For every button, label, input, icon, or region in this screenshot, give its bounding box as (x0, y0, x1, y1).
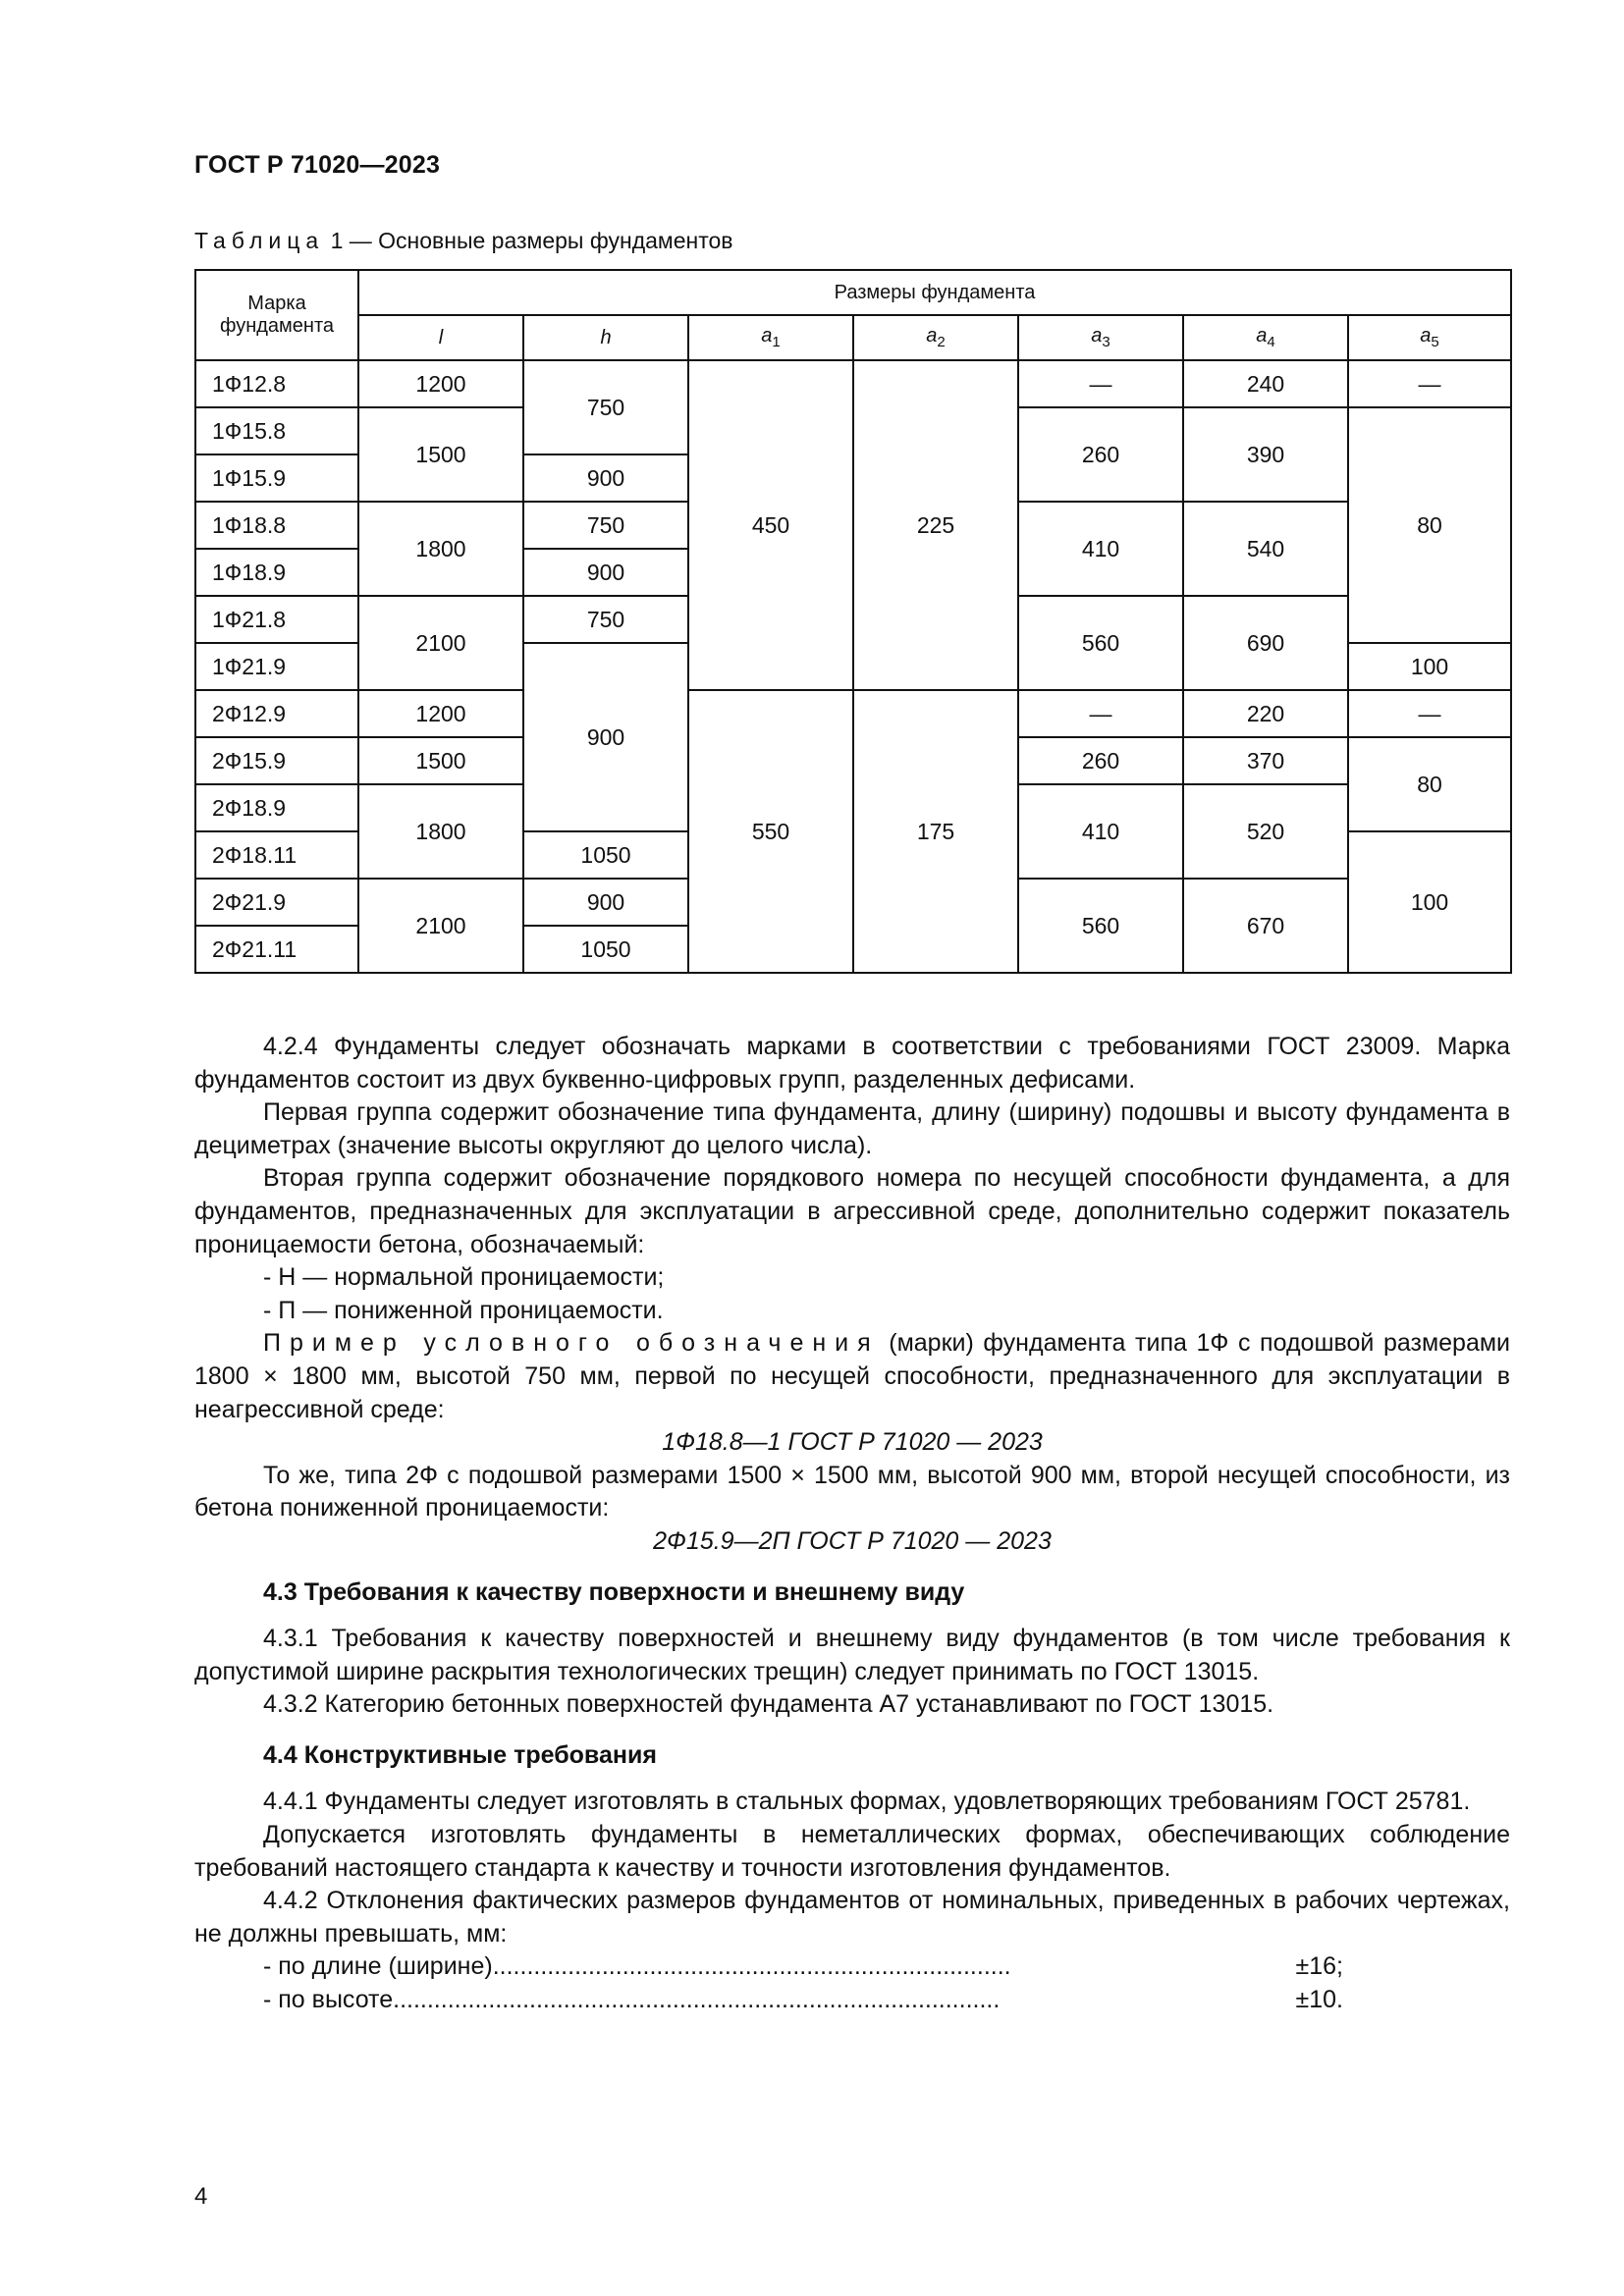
header-a2: $a_2$ (853, 315, 1018, 360)
cell-a5: 80 (1348, 407, 1511, 643)
cell-a1: 450 (688, 360, 853, 690)
cell-a3: 560 (1018, 596, 1183, 690)
cell-a3: — (1018, 690, 1183, 737)
body-text (194, 1031, 1510, 2017)
cell-l: 1800 (358, 784, 523, 879)
cell-a4: 670 (1183, 879, 1348, 973)
cell-a3: — (1018, 360, 1183, 407)
table-header-row (195, 270, 1511, 315)
paragraph-example (194, 1327, 1510, 1426)
paragraph-4-3-2: 4.3.2 Категорию бетонных поверхностей фундамента А7 устанавливают по ГОСТ 13015. (263, 1690, 1274, 1719)
cell-a3: 560 (1018, 879, 1183, 973)
cell-l: 1200 (358, 360, 523, 407)
header-a3: $a_3$ (1018, 315, 1183, 360)
cell-a4: 240 (1183, 360, 1348, 407)
table-caption-title: 1 — Основные размеры фундаментов (324, 228, 733, 253)
header-h: h (523, 315, 688, 360)
cell-h: 900 (523, 549, 688, 596)
paragraph-first-group: Первая группа содержит обозначение типа фундамента, длину (ширину) подошвы и высоту фундамента в дециметрах (значение высоты округляют до целого числа). (194, 1098, 1510, 1159)
cell-mark: 1Ф21.9 (195, 643, 358, 690)
cell-mark: 1Ф12.8 (195, 360, 358, 407)
example-designation-2: 2Ф15.9—2П ГОСТ Р 71020 — 2023 (653, 1526, 1052, 1555)
list-item: - Н — нормальной проницаемости; (263, 1263, 665, 1292)
cell-a4: 520 (1183, 784, 1348, 879)
cell-mark: 1Ф15.9 (195, 454, 358, 502)
cell-a2: 175 (853, 690, 1018, 973)
table-subheader-row (195, 315, 1511, 360)
cell-h: 1050 (523, 831, 688, 879)
cell-h: 750 (523, 502, 688, 549)
cell-mark: 2Ф15.9 (195, 737, 358, 784)
cell-a4: 390 (1183, 407, 1348, 502)
tolerance-height-value: ±10. (1295, 1986, 1343, 2014)
cell-h: 900 (523, 879, 688, 926)
example-label: Пример условного обозначения (263, 1329, 880, 1358)
page-number: 4 (194, 2183, 208, 2210)
table-row (195, 360, 1511, 407)
header-a1: $a_1$ (688, 315, 853, 360)
cell-a3: 410 (1018, 502, 1183, 596)
paragraph-4-3-1: 4.3.1 Требования к качеству поверхностей и внешнему виду фундаментов (в том числе требования к допустимой ширине раскрытия технологических трещин) следует принимать по ГОСТ 13015. (194, 1625, 1510, 1685)
cell-l: 2100 (358, 879, 523, 973)
tolerance-length (194, 1950, 1343, 1984)
cell-mark: 1Ф18.9 (195, 549, 358, 596)
cell-a4: 220 (1183, 690, 1348, 737)
cell-l: 1200 (358, 690, 523, 737)
paragraph-second-group: Вторая группа содержит обозначение порядкового номера по несущей способности фундамента, а для фундаментов, предназначенных для эксплуатации в агрессивной среде, дополнительно содержит показатель проницаемости бетона, обозначаемый: (194, 1164, 1510, 1258)
cell-h: 900 (523, 454, 688, 502)
tolerance-length-dots: ............................................................................ (492, 1952, 1011, 1981)
cell-a4: 370 (1183, 737, 1348, 784)
paragraph-same-2f: То же, типа 2Ф с подошвой размерами 1500 × 1500 мм, высотой 900 мм, второй несущей способности, из бетона пониженной проницаемости: (194, 1461, 1510, 1522)
table-caption (194, 228, 733, 254)
tolerance-length-label: - по длине (ширине) (263, 1952, 493, 1981)
table-row (195, 690, 1511, 737)
paragraph-4-4-1: 4.4.1 Фундаменты следует изготовлять в стальных формах, удовлетворяющих требованиям ГОСТ 25781. (263, 1788, 1471, 1816)
table-caption-word: Таблица (194, 228, 325, 253)
cell-a5: 100 (1348, 831, 1511, 973)
cell-mark: 2Ф21.9 (195, 879, 358, 926)
cell-h: 750 (523, 360, 688, 454)
header-a5: $a_5$ (1348, 315, 1511, 360)
cell-a3: 260 (1018, 737, 1183, 784)
tolerance-height-dots: ......................................................................................... (393, 1986, 1001, 2014)
cell-a5: 80 (1348, 737, 1511, 831)
cell-a3: 410 (1018, 784, 1183, 879)
cell-h: 1050 (523, 926, 688, 973)
header-sizes: Размеры фундамента (358, 270, 1511, 315)
header-a4: $a_4$ (1183, 315, 1348, 360)
cell-l: 1800 (358, 502, 523, 596)
cell-mark: 2Ф12.9 (195, 690, 358, 737)
list-item: - П — пониженной проницаемости. (263, 1296, 664, 1324)
header-l: l (358, 315, 523, 360)
tolerance-length-value: ±16; (1295, 1952, 1343, 1981)
paragraph-4-4-2: 4.4.2 Отклонения фактических размеров фундаментов от номинальных, приведенных в рабочих чертежах, не должны превышать, мм: (194, 1887, 1510, 1948)
example-text: (марки) фундамента типа 1Ф с подошвой размерами 1800 × 1800 мм, высотой 750 мм, первой по несущей способности, предназначенного для эксплуатации в неагрессивной среде: (194, 1329, 1510, 1423)
paragraph-4-2-4: 4.2.4 Фундаменты следует обозначать марками в соответствии с требованиями ГОСТ 23009. Марка фундаментов состоит из двух буквенно-цифровых групп, разделенных дефисами. (194, 1033, 1510, 1094)
cell-mark: 1Ф18.8 (195, 502, 358, 549)
cell-h: 900 (523, 643, 688, 831)
cell-mark: 2Ф21.11 (195, 926, 358, 973)
cell-mark: 2Ф18.9 (195, 784, 358, 831)
example-designation-1: 1Ф18.8—1 ГОСТ Р 71020 — 2023 (662, 1428, 1043, 1457)
document-code: ГОСТ Р 71020—2023 (194, 151, 441, 179)
cell-l: 1500 (358, 737, 523, 784)
tolerance-height (194, 1984, 1343, 2017)
cell-a5: — (1348, 690, 1511, 737)
cell-mark: 1Ф15.8 (195, 407, 358, 454)
cell-a5: — (1348, 360, 1511, 407)
cell-a3: 260 (1018, 407, 1183, 502)
cell-mark: 2Ф18.11 (195, 831, 358, 879)
paragraph-4-4-1-alt: Допускается изготовлять фундаменты в неметаллических формах, обеспечивающих соблюдение требований настоящего стандарта к качеству и точности изготовления фундаментов. (194, 1821, 1510, 1882)
cell-l: 2100 (358, 596, 523, 690)
tolerance-height-label: - по высоте (263, 1986, 394, 2014)
cell-l: 1500 (358, 407, 523, 502)
section-heading-4-3: 4.3 Требования к качеству поверхности и внешнему виду (263, 1577, 965, 1606)
section-heading-4-4: 4.4 Конструктивные требования (263, 1740, 657, 1769)
foundation-dimensions-table (194, 269, 1512, 974)
cell-h: 750 (523, 596, 688, 643)
header-mark: Марка фундамента (195, 270, 358, 360)
cell-a5: 100 (1348, 643, 1511, 690)
cell-a4: 540 (1183, 502, 1348, 596)
cell-mark: 1Ф21.8 (195, 596, 358, 643)
cell-a1: 550 (688, 690, 853, 973)
cell-a2: 225 (853, 360, 1018, 690)
cell-a4: 690 (1183, 596, 1348, 690)
